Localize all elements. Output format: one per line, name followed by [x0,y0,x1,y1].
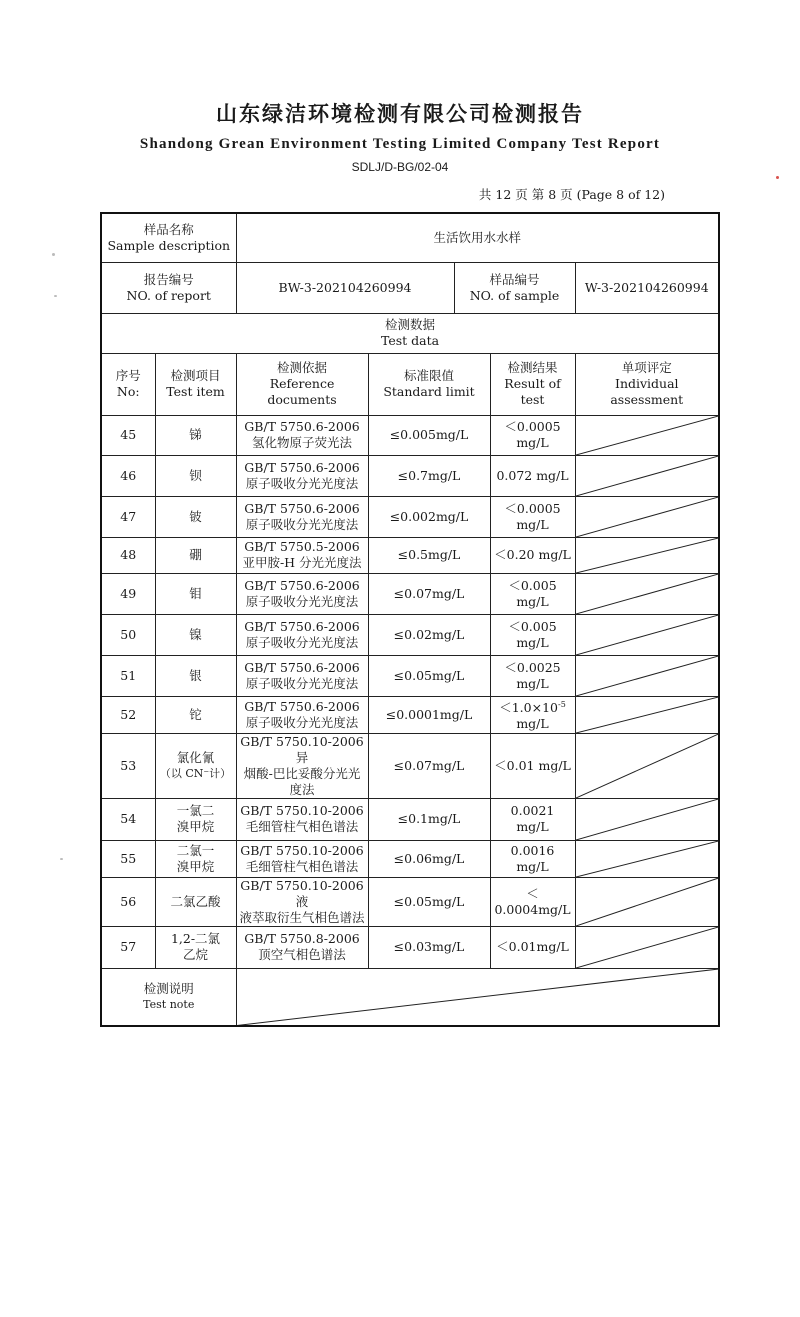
individual-assessment [575,840,719,877]
assessment-diagonal-line [576,697,719,733]
table-row [101,877,719,926]
individual-assessment [575,696,719,733]
column-header-row [101,353,719,415]
table-row [101,496,719,537]
report-title-en: Shandong Grean Environment Testing Limited Company Test Report [139,136,661,152]
row-number: 46 [101,455,155,496]
test-result: 0.072 mg/L [490,455,575,496]
individual-assessment [575,926,719,968]
row-number: 55 [101,840,155,877]
test-item: 镍 [155,614,236,655]
table-row [101,573,719,614]
reference-document: GB/T 5750.10-2006 毛细管柱气相色谱法 [236,798,368,840]
test-data-heading: 检测数据 Test data [101,313,719,353]
test-item: 硼 [155,537,236,573]
scan-speck [776,176,779,179]
sample-number-value: W-3-202104260994 [575,262,719,313]
individual-assessment [575,573,719,614]
sample-description-row [101,213,719,262]
sample-description-value: 生活饮用水水样 [236,213,719,262]
assessment-diagonal-line [576,734,719,798]
individual-assessment [575,733,719,798]
individual-assessment [575,798,719,840]
test-note-value [236,968,719,1026]
reference-document: GB/T 5750.6-2006 原子吸收分光光度法 [236,573,368,614]
test-result: 0.0016 mg/L [490,840,575,877]
col-header-result: 检测结果 Result of test [490,353,575,415]
row-number: 50 [101,614,155,655]
standard-limit: ≤0.7mg/L [368,455,490,496]
report-number-label: 报告编号 NO. of report [101,262,236,313]
row-number: 57 [101,926,155,968]
assessment-diagonal-line [576,456,719,496]
test-result: 0.0021 mg/L [490,798,575,840]
standard-limit: ≤0.05mg/L [368,877,490,926]
reference-document: GB/T 5750.5-2006 亚甲胺-H 分光光度法 [236,537,368,573]
table-row [101,655,719,696]
assessment-diagonal-line [576,538,719,573]
col-header-item: 检测项目 Test item [155,353,236,415]
reference-document: GB/T 5750.8-2006 顶空气相色谱法 [236,926,368,968]
row-number: 51 [101,655,155,696]
individual-assessment [575,415,719,455]
table-row [101,614,719,655]
reference-document: GB/T 5750.10-2006 毛细管柱气相色谱法 [236,840,368,877]
col-header-assessment: 单项评定 Individual assessment [575,353,719,415]
row-number: 54 [101,798,155,840]
test-data-row [101,313,719,353]
test-result: $<1.0\times 10^{-5}$ mg/L [490,696,575,733]
test-item: 二氯乙酸 [155,877,236,926]
row-number: 52 [101,696,155,733]
assessment-diagonal-line [576,656,719,696]
test-item: 钼 [155,573,236,614]
individual-assessment [575,877,719,926]
sample-number-label: 样品编号 NO. of sample [454,262,575,313]
reference-document: GB/T 5750.6-2006 原子吸收分光光度法 [236,696,368,733]
table-row [101,733,719,798]
standard-limit: ≤0.0001mg/L [368,696,490,733]
test-report-table [100,212,720,1027]
test-result: ＜0.20 mg/L [490,537,575,573]
test-result: ＜0.0005 mg/L [490,496,575,537]
reference-document: GB/T 5750.10-2006 液 液萃取衍生气相色谱法 [236,877,368,926]
report-number-row [101,262,719,313]
standard-limit: ≤0.06mg/L [368,840,490,877]
table-row [101,840,719,877]
scan-speck [52,253,55,256]
assessment-diagonal-line [576,927,719,968]
col-header-no: 序号 No: [101,353,155,415]
assessment-diagonal-line [576,574,719,614]
table-row [101,798,719,840]
page-indicator: 共 12 页 第 8 页 (Page 8 of 12) [478,187,665,202]
table-row [101,696,719,733]
scan-speck [54,295,57,297]
standard-limit: ≤0.002mg/L [368,496,490,537]
test-item: 氯化氰 （以 CN⁻计） [155,733,236,798]
document-code: SDLJ/D-BG/02-04 [351,160,449,174]
test-result: ＜0.0025 mg/L [490,655,575,696]
table-row [101,537,719,573]
row-number: 56 [101,877,155,926]
assessment-diagonal-line [576,841,719,877]
table-row [101,415,719,455]
assessment-diagonal-line [576,799,719,840]
test-result: ＜0.01 mg/L [490,733,575,798]
reference-document: GB/T 5750.10-2006 异 烟酸-巴比妥酸分光光度法 [236,733,368,798]
test-item: 钡 [155,455,236,496]
individual-assessment [575,614,719,655]
test-result: ＜0.0004mg/L [490,877,575,926]
test-item: 1,2-二氯 乙烷 [155,926,236,968]
reference-document: GB/T 5750.6-2006 氢化物原子荧光法 [236,415,368,455]
individual-assessment [575,537,719,573]
individual-assessment [575,496,719,537]
individual-assessment [575,655,719,696]
standard-limit: ≤0.07mg/L [368,733,490,798]
row-number: 48 [101,537,155,573]
standard-limit: ≤0.07mg/L [368,573,490,614]
test-item: 二氯一 溴甲烷 [155,840,236,877]
test-result: ＜0.0005 mg/L [490,415,575,455]
row-number: 53 [101,733,155,798]
standard-limit: ≤0.005mg/L [368,415,490,455]
sample-description-label: 样品名称 Sample description [101,213,236,262]
test-item: 铍 [155,496,236,537]
standard-limit: ≤0.5mg/L [368,537,490,573]
standard-limit: ≤0.05mg/L [368,655,490,696]
note-diagonal-line [237,969,719,1026]
assessment-diagonal-line [576,497,719,537]
report-number-value: BW-3-202104260994 [236,262,454,313]
individual-assessment [575,455,719,496]
col-header-limit: 标准限值 Standard limit [368,353,490,415]
reference-document: GB/T 5750.6-2006 原子吸收分光光度法 [236,455,368,496]
reference-document: GB/T 5750.6-2006 原子吸收分光光度法 [236,614,368,655]
row-number: 45 [101,415,155,455]
col-header-reference: 检测依据 Reference documents [236,353,368,415]
table-row [101,926,719,968]
test-item: 银 [155,655,236,696]
table-row [101,455,719,496]
test-result: ＜0.01mg/L [490,926,575,968]
reference-document: GB/T 5750.6-2006 原子吸收分光光度法 [236,496,368,537]
reference-document: GB/T 5750.6-2006 原子吸收分光光度法 [236,655,368,696]
row-number: 49 [101,573,155,614]
test-item: 锑 [155,415,236,455]
test-note-label: 检测说明 Test note [101,968,236,1026]
assessment-diagonal-line [576,416,719,455]
report-title-cn: 山东绿洁环境检测有限公司检测报告 [216,101,584,126]
test-result: ＜0.005 mg/L [490,614,575,655]
standard-limit: ≤0.02mg/L [368,614,490,655]
test-result: ＜0.005 mg/L [490,573,575,614]
assessment-diagonal-line [576,615,719,655]
row-number: 47 [101,496,155,537]
test-item: 铊 [155,696,236,733]
standard-limit: ≤0.1mg/L [368,798,490,840]
scan-speck [60,858,63,860]
test-item: 一氯二 溴甲烷 [155,798,236,840]
test-note-row [101,968,719,1026]
assessment-diagonal-line [576,878,719,926]
standard-limit: ≤0.03mg/L [368,926,490,968]
